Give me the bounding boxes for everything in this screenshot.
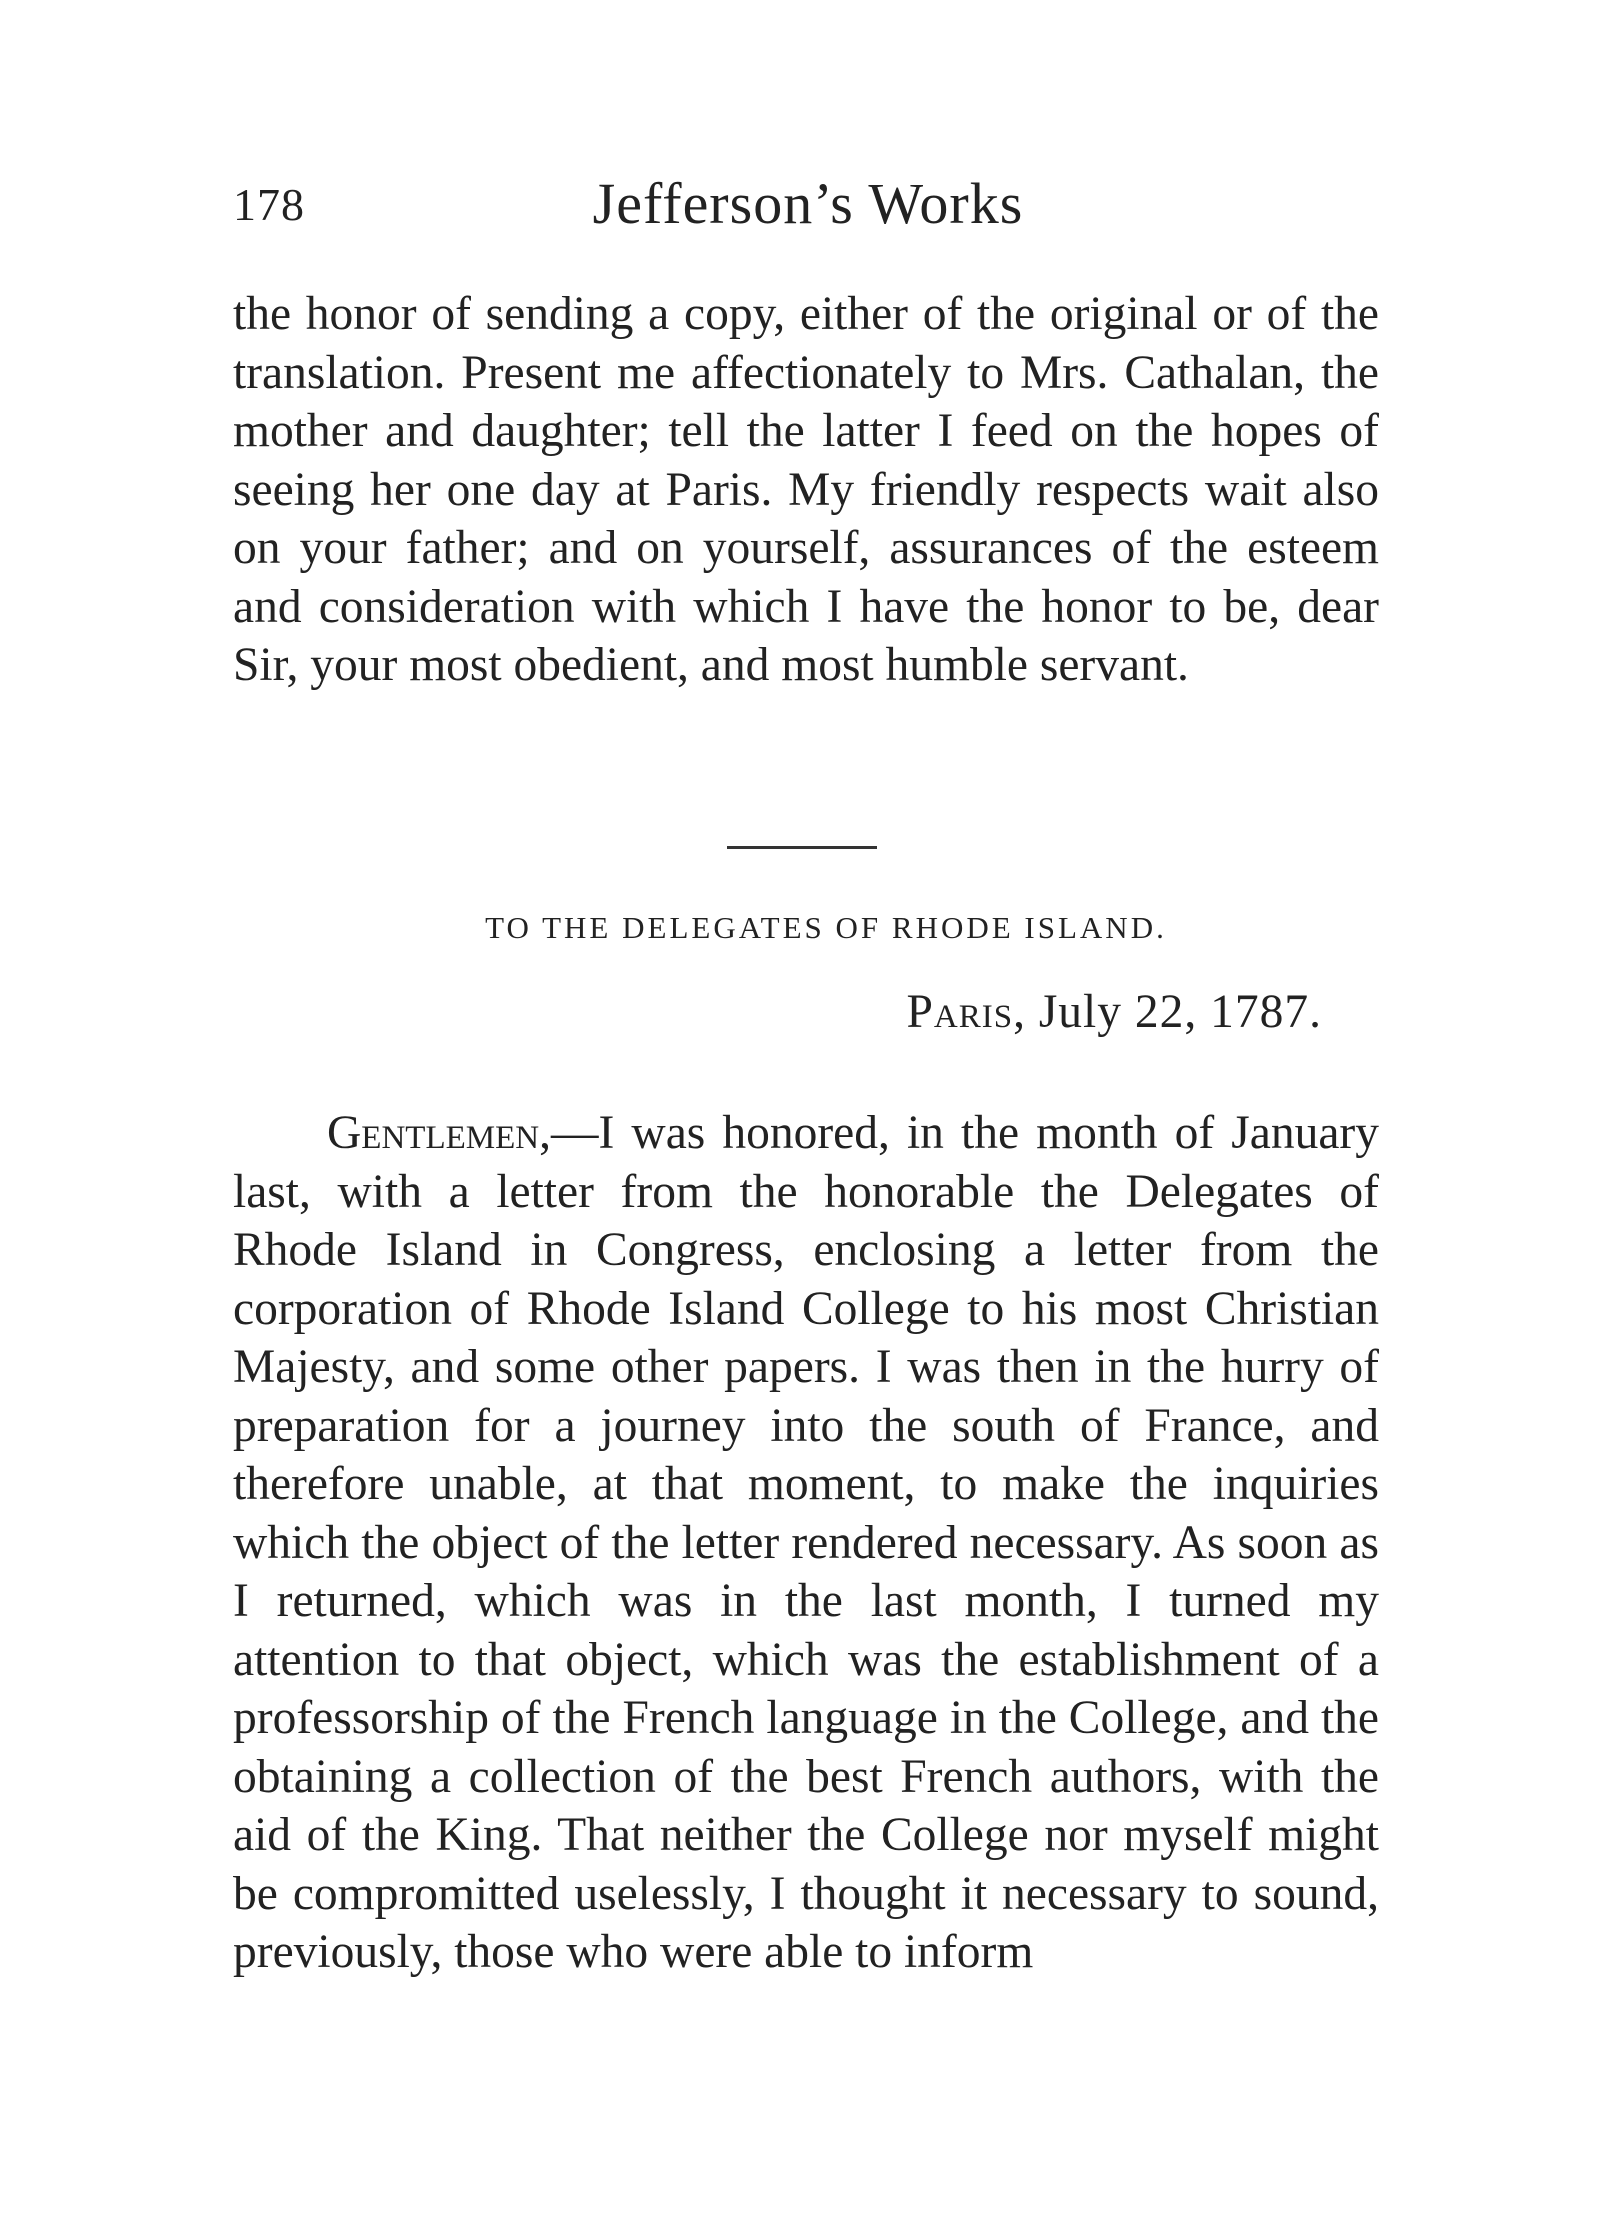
letter-body-text: ,—I was honored, in the month of January last, with a letter from the honorable the Delegates of Rhode Island in Congress, enclosing a letter from the corporation of Rhode Island College to his most Christian Majesty, and some other papers. I was then in the hurry of preparation for a journey into the south of France, and therefore unable, at that moment, to make the inquiries which the object of the letter rendered necessary. As soon as I returned, which was in the last month, I turned my attention to that object, which was the establishment of a professorship of the French language in the College, and the obtaining a collection of the best French authors, with the aid of the King. That neither the College nor myself might be compromitted uselessly, I thought it necessary to sound, previously, those who were able to inform (233, 1107, 1379, 1978)
section-heading: TO THE DELEGATES OF RHODE ISLAND. (485, 910, 1167, 945)
letter-body-paragraph (233, 1104, 1379, 1982)
letter-closing-paragraph: the honor of sending a copy, either of the original or of the translation. Present me affectionately to Mrs. Cathalan, the mother and daughter; tell the latter I feed on the hopes of seeing her one day at Paris. My friendly respects wait also on your father; and on yourself, assurances of the esteem and consideration with which I have the honor to be, dear Sir, your most obedient, and most humble servant. (233, 288, 1379, 691)
dateline (600, 985, 1322, 1039)
dateline-date: , July 22, 1787. (1013, 986, 1322, 1038)
dateline-place: Paris (906, 986, 1014, 1038)
page-header (233, 170, 1383, 240)
page-number: 178 (233, 179, 305, 230)
running-title: Jefferson’s Works (592, 171, 1024, 236)
salutation: Gentlemen (327, 1107, 540, 1159)
section-divider (727, 846, 877, 849)
